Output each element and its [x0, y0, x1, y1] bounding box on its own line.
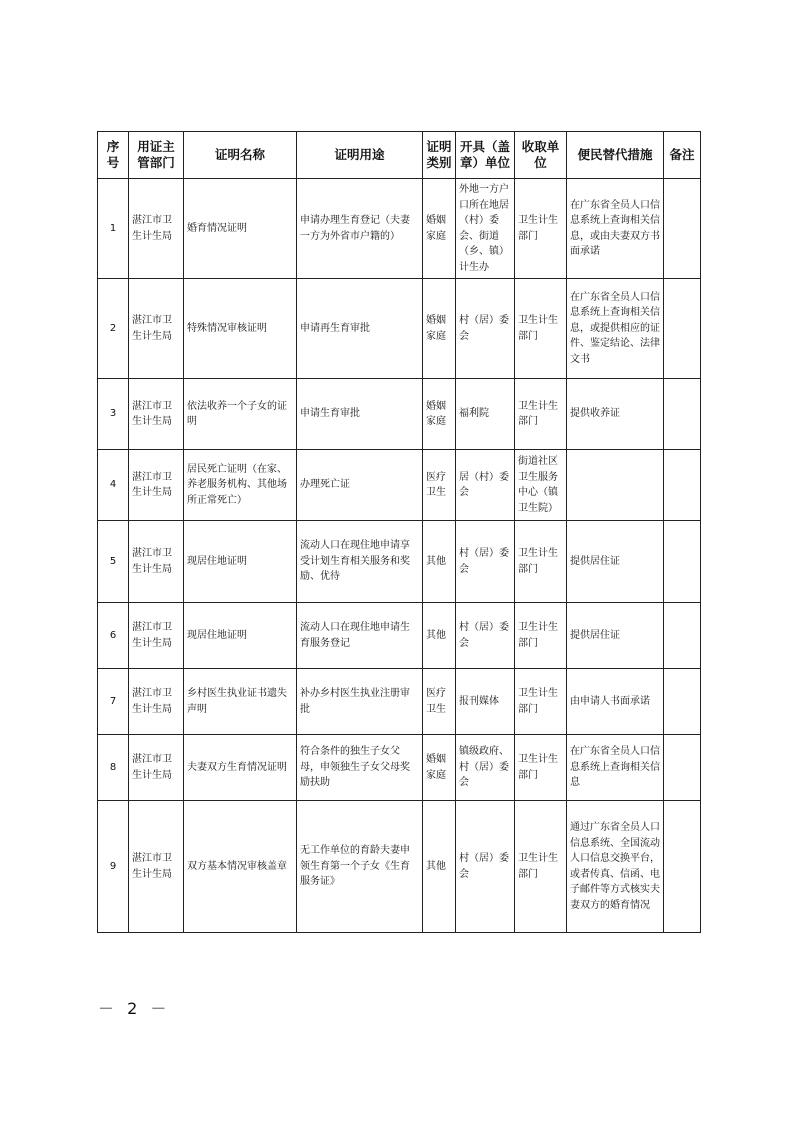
- row-number: 7: [98, 669, 129, 735]
- header-receiver: 收取单位: [515, 132, 567, 179]
- row-receiver: 卫生计生部门: [515, 735, 567, 801]
- row-receiver: 卫生计生部门: [515, 603, 567, 669]
- row-receiver: 街道社区卫生服务中心（镇卫生院）: [515, 450, 567, 521]
- row-dept: 湛江市卫生计生局: [129, 179, 184, 279]
- row-alternative: 在广东省全员人口信息系统上查询相关信息: [567, 735, 664, 801]
- row-alternative: 提供居住证: [567, 603, 664, 669]
- row-cert-name: 依法收养一个子女的证明: [184, 379, 297, 450]
- row-alternative: 通过广东省全员人口信息系统、全国流动人口信息交换平台，或者传真、信函、电子邮件等方式核实夫妻双方的婚育情况: [567, 801, 664, 933]
- row-issuer: 村（居）委会: [456, 801, 515, 933]
- header-name: 证明名称: [184, 132, 297, 179]
- table-row: [98, 521, 701, 603]
- row-receiver: 卫生计生部门: [515, 521, 567, 603]
- table-row: [98, 279, 701, 379]
- row-category: 医疗卫生: [423, 450, 456, 521]
- row-category: 婚姻家庭: [423, 735, 456, 801]
- row-category: 其他: [423, 801, 456, 933]
- row-dept: 湛江市卫生计生局: [129, 603, 184, 669]
- row-cert-name: 双方基本情况审核盖章: [184, 801, 297, 933]
- row-alternative: 提供收养证: [567, 379, 664, 450]
- row-receiver: 卫生计生部门: [515, 379, 567, 450]
- row-issuer: 镇级政府、村（居）委会: [456, 735, 515, 801]
- row-cert-use: 申请办理生育登记（夫妻一方为外省市户籍的）: [297, 179, 423, 279]
- row-receiver: 卫生计生部门: [515, 801, 567, 933]
- row-alternative: [567, 450, 664, 521]
- page-number: － 2 －: [98, 999, 171, 1018]
- table-row: [98, 450, 701, 521]
- row-category: 其他: [423, 521, 456, 603]
- row-cert-name: 现居住地证明: [184, 603, 297, 669]
- table-row: [98, 179, 701, 279]
- row-number: 1: [98, 179, 129, 279]
- row-cert-name: 婚育情况证明: [184, 179, 297, 279]
- table-row: [98, 801, 701, 933]
- row-issuer: 外地一方户口所在地居（村）委会、街道（乡、镇）计生办: [456, 179, 515, 279]
- certificate-table: [97, 131, 701, 933]
- row-category: 其他: [423, 603, 456, 669]
- row-remark: [664, 279, 701, 379]
- table-row: [98, 603, 701, 669]
- row-issuer: 福利院: [456, 379, 515, 450]
- row-issuer: 村（居）委会: [456, 521, 515, 603]
- row-issuer: 村（居）委会: [456, 279, 515, 379]
- row-dept: 湛江市卫生计生局: [129, 735, 184, 801]
- table-row: [98, 669, 701, 735]
- row-receiver: 卫生计生部门: [515, 179, 567, 279]
- row-dept: 湛江市卫生计生局: [129, 379, 184, 450]
- row-category: 医疗卫生: [423, 669, 456, 735]
- row-cert-use: 补办乡村医生执业注册审批: [297, 669, 423, 735]
- row-dept: 湛江市卫生计生局: [129, 669, 184, 735]
- row-remark: [664, 179, 701, 279]
- row-alternative: 在广东省全员人口信息系统上查询相关信息，或提供相应的证件、鉴定结论、法律文书: [567, 279, 664, 379]
- row-remark: [664, 669, 701, 735]
- row-number: 5: [98, 521, 129, 603]
- row-receiver: 卫生计生部门: [515, 669, 567, 735]
- row-cert-name: 乡村医生执业证书遗失声明: [184, 669, 297, 735]
- row-dept: 湛江市卫生计生局: [129, 801, 184, 933]
- row-cert-use: 申请生育审批: [297, 379, 423, 450]
- header-dept: 用证主管部门: [129, 132, 184, 179]
- row-remark: [664, 450, 701, 521]
- row-category: 婚姻家庭: [423, 179, 456, 279]
- row-category: 婚姻家庭: [423, 379, 456, 450]
- row-issuer: 居（村）委会: [456, 450, 515, 521]
- row-dept: 湛江市卫生计生局: [129, 279, 184, 379]
- row-cert-use: 流动人口在现住地申请享受计划生育相关服务和奖励、优待: [297, 521, 423, 603]
- row-issuer: 村（居）委会: [456, 603, 515, 669]
- row-number: 4: [98, 450, 129, 521]
- row-cert-use: 符合条件的独生子女父母，申领独生子女父母奖励扶助: [297, 735, 423, 801]
- row-cert-use: 流动人口在现住地申请生育服务登记: [297, 603, 423, 669]
- row-dept: 湛江市卫生计生局: [129, 450, 184, 521]
- header-category: 证明类别: [423, 132, 456, 179]
- row-alternative: 提供居住证: [567, 521, 664, 603]
- header-seq: 序号: [98, 132, 129, 179]
- row-remark: [664, 603, 701, 669]
- header-alternative: 便民替代措施: [567, 132, 664, 179]
- row-remark: [664, 379, 701, 450]
- row-remark: [664, 801, 701, 933]
- row-number: 2: [98, 279, 129, 379]
- row-alternative: 由申请人书面承诺: [567, 669, 664, 735]
- row-cert-name: 现居住地证明: [184, 521, 297, 603]
- row-number: 8: [98, 735, 129, 801]
- row-cert-name: 夫妻双方生育情况证明: [184, 735, 297, 801]
- row-cert-use: 无工作单位的育龄夫妻申领生育第一个子女《生育服务证》: [297, 801, 423, 933]
- row-remark: [664, 521, 701, 603]
- row-cert-use: 办理死亡证: [297, 450, 423, 521]
- table-header-row: [98, 132, 701, 179]
- header-issuer: 开具（盖章）单位: [456, 132, 515, 179]
- row-number: 6: [98, 603, 129, 669]
- header-remark: 备注: [664, 132, 701, 179]
- row-cert-use: 申请再生育审批: [297, 279, 423, 379]
- header-use: 证明用途: [297, 132, 423, 179]
- row-cert-name: 居民死亡证明（在家、养老服务机构、其他场所正常死亡）: [184, 450, 297, 521]
- table-row: [98, 379, 701, 450]
- row-receiver: 卫生计生部门: [515, 279, 567, 379]
- table-row: [98, 735, 701, 801]
- row-alternative: 在广东省全员人口信息系统上查询相关信息，或由夫妻双方书面承诺: [567, 179, 664, 279]
- row-category: 婚姻家庭: [423, 279, 456, 379]
- row-issuer: 报刊媒体: [456, 669, 515, 735]
- row-dept: 湛江市卫生计生局: [129, 521, 184, 603]
- row-cert-name: 特殊情况审核证明: [184, 279, 297, 379]
- row-number: 9: [98, 801, 129, 933]
- row-remark: [664, 735, 701, 801]
- row-number: 3: [98, 379, 129, 450]
